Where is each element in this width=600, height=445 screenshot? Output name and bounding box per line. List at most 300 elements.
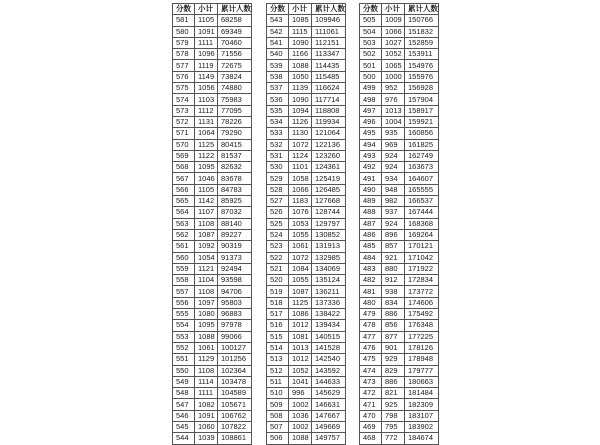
table-row [173,229,252,240]
cell-cumulative: 68258 [218,15,252,26]
cell-subtotal: 896 [382,229,405,240]
cell-subtotal: 982 [382,196,405,207]
cell-subtotal: 1183 [289,196,312,207]
cell-cumulative: 184674 [405,433,439,444]
cell-score: 571 [173,128,195,139]
table-header-row [360,4,439,15]
cell-subtotal: 1050 [289,71,312,82]
cell-cumulative: 71556 [218,49,252,60]
cell-score: 513 [267,354,289,365]
cell-subtotal: 1104 [195,275,218,286]
cell-subtotal: 1053 [289,218,312,229]
table-row [360,342,439,353]
cell-subtotal: 886 [382,309,405,320]
cell-cumulative: 170121 [405,241,439,252]
cell-subtotal: 1085 [289,15,312,26]
cell-subtotal: 1139 [289,83,312,94]
cell-subtotal: 969 [382,139,405,150]
cell-subtotal: 1090 [289,37,312,48]
table-row [173,49,252,60]
cell-score: 560 [173,252,195,263]
cell-score: 479 [360,309,382,320]
cell-subtotal: 1108 [195,286,218,297]
cell-cumulative: 168368 [405,218,439,229]
cell-cumulative: 143592 [312,365,346,376]
cell-cumulative: 176348 [405,320,439,331]
header-subtotal: 小计 [382,4,405,15]
cell-score: 470 [360,410,382,421]
cell-score: 532 [267,139,289,150]
cell-subtotal: 1108 [195,218,218,229]
cell-subtotal: 1013 [382,105,405,116]
table-row [267,342,346,353]
table-row [173,388,252,399]
cell-score: 494 [360,139,382,150]
cell-score: 510 [267,388,289,399]
cell-score: 498 [360,94,382,105]
cell-score: 578 [173,49,195,60]
cell-score: 500 [360,71,382,82]
cell-score: 544 [173,433,195,444]
cell-cumulative: 122136 [312,139,346,150]
cell-subtotal: 996 [289,388,312,399]
cell-subtotal: 1056 [195,83,218,94]
cell-subtotal: 1046 [195,173,218,184]
cell-subtotal: 829 [382,365,405,376]
cell-subtotal: 1095 [195,162,218,173]
table-row [173,354,252,365]
cell-subtotal: 1055 [289,229,312,240]
cell-cumulative: 92494 [218,263,252,274]
table-row [173,94,252,105]
cell-subtotal: 795 [382,421,405,432]
cell-score: 534 [267,116,289,127]
table-row [360,139,439,150]
cell-score: 545 [173,421,195,432]
table-row [360,331,439,342]
cell-subtotal: 834 [382,297,405,308]
cell-subtotal: 924 [382,150,405,161]
table-row [267,207,346,218]
cell-cumulative: 88140 [218,218,252,229]
table-row [173,105,252,116]
cell-subtotal: 821 [382,388,405,399]
cell-score: 531 [267,150,289,161]
cell-subtotal: 1002 [289,399,312,410]
cell-cumulative: 107822 [218,421,252,432]
cell-score: 565 [173,196,195,207]
cell-cumulative: 171042 [405,252,439,263]
table-row [267,388,346,399]
cell-cumulative: 101256 [218,354,252,365]
cell-cumulative: 138422 [312,309,346,320]
cell-cumulative: 145629 [312,388,346,399]
cell-score: 552 [173,342,195,353]
cell-score: 577 [173,60,195,71]
table-row [360,241,439,252]
cell-score: 502 [360,49,382,60]
header-subtotal: 小计 [195,4,218,15]
cell-score: 491 [360,173,382,184]
cell-score: 551 [173,354,195,365]
table-row [267,173,346,184]
table-row [267,365,346,376]
table-row [360,218,439,229]
cell-cumulative: 111061 [312,26,346,37]
table-row [267,105,346,116]
cell-cumulative: 103478 [218,376,252,387]
cell-cumulative: 157904 [405,94,439,105]
cell-subtotal: 1092 [195,241,218,252]
table-row [360,162,439,173]
cell-subtotal: 880 [382,263,405,274]
cell-score: 539 [267,60,289,71]
table-row [267,37,346,48]
cell-score: 517 [267,309,289,320]
table-row [173,365,252,376]
table-row [360,365,439,376]
cell-cumulative: 130852 [312,229,346,240]
table-row [173,309,252,320]
cell-subtotal: 1080 [195,309,218,320]
cell-cumulative: 169264 [405,229,439,240]
cell-cumulative: 106762 [218,410,252,421]
table-row [360,105,439,116]
table-row [360,94,439,105]
cell-cumulative: 156928 [405,83,439,94]
cell-cumulative: 74880 [218,83,252,94]
cell-subtotal: 1072 [289,139,312,150]
cell-score: 507 [267,421,289,432]
cell-score: 528 [267,184,289,195]
cell-subtotal: 857 [382,241,405,252]
cell-score: 549 [173,376,195,387]
cell-subtotal: 1052 [382,49,405,60]
cell-score: 538 [267,71,289,82]
cell-score: 567 [173,173,195,184]
cell-cumulative: 80415 [218,139,252,150]
cell-cumulative: 105671 [218,399,252,410]
table-row [267,297,346,308]
cell-score: 570 [173,139,195,150]
cell-score: 496 [360,116,382,127]
cell-score: 533 [267,128,289,139]
table-row [360,71,439,82]
score-table-3 [359,3,439,445]
cell-score: 526 [267,207,289,218]
cell-subtotal: 921 [382,252,405,263]
cell-score: 487 [360,218,382,229]
cell-subtotal: 1097 [195,297,218,308]
table-row [360,252,439,263]
cell-cumulative: 83678 [218,173,252,184]
cell-score: 541 [267,37,289,48]
cell-cumulative: 181484 [405,388,439,399]
table-row [267,275,346,286]
cell-cumulative: 163673 [405,162,439,173]
cell-score: 575 [173,83,195,94]
cell-score: 483 [360,263,382,274]
table-row [173,71,252,82]
cell-score: 515 [267,331,289,342]
table-row [267,354,346,365]
cell-cumulative: 126485 [312,184,346,195]
table-row [360,116,439,127]
cell-subtotal: 1107 [195,207,218,218]
cell-subtotal: 1119 [195,60,218,71]
cell-cumulative: 141528 [312,342,346,353]
table-row [360,49,439,60]
cell-cumulative: 159921 [405,116,439,127]
cell-subtotal: 1130 [289,128,312,139]
cell-score: 554 [173,320,195,331]
cell-subtotal: 1142 [195,196,218,207]
cell-subtotal: 1111 [195,388,218,399]
cell-score: 557 [173,286,195,297]
cell-score: 472 [360,388,382,399]
table-row [267,286,346,297]
cell-score: 509 [267,399,289,410]
cell-subtotal: 1060 [195,421,218,432]
cell-score: 529 [267,173,289,184]
cell-subtotal: 1041 [289,376,312,387]
table-row [173,331,252,342]
cell-cumulative: 99066 [218,331,252,342]
cell-cumulative: 162749 [405,150,439,161]
cell-subtotal: 886 [382,376,405,387]
table-row [267,128,346,139]
table-row [267,60,346,71]
table-row [360,15,439,26]
cell-subtotal: 772 [382,433,405,444]
cell-cumulative: 81537 [218,150,252,161]
table-row [360,26,439,37]
cell-subtotal: 1012 [289,320,312,331]
cell-cumulative: 125419 [312,173,346,184]
cell-cumulative: 113347 [312,49,346,60]
table-row [173,376,252,387]
cell-score: 495 [360,128,382,139]
cell-cumulative: 124361 [312,162,346,173]
cell-cumulative: 84783 [218,184,252,195]
cell-cumulative: 136211 [312,286,346,297]
cell-subtotal: 1004 [382,116,405,127]
cell-cumulative: 118808 [312,105,346,116]
cell-subtotal: 1027 [382,37,405,48]
table-row [267,263,346,274]
cell-cumulative: 69349 [218,26,252,37]
cell-subtotal: 1122 [195,150,218,161]
cell-subtotal: 1125 [195,139,218,150]
cell-cumulative: 87032 [218,207,252,218]
table-row [267,150,346,161]
cell-cumulative: 175492 [405,309,439,320]
cell-subtotal: 1012 [289,354,312,365]
cell-score: 506 [267,433,289,444]
cell-score: 535 [267,105,289,116]
cell-cumulative: 183902 [405,421,439,432]
table-row [267,376,346,387]
table-row [173,116,252,127]
cell-score: 523 [267,241,289,252]
cell-cumulative: 95803 [218,297,252,308]
cell-score: 581 [173,15,195,26]
cell-cumulative: 150766 [405,15,439,26]
cell-score: 505 [360,15,382,26]
cell-cumulative: 135124 [312,275,346,286]
cell-score: 540 [267,49,289,60]
cell-subtotal: 1087 [195,229,218,240]
table-row [267,83,346,94]
cell-subtotal: 1108 [195,365,218,376]
table-row [173,252,252,263]
table-row [360,421,439,432]
table-row [173,196,252,207]
cell-subtotal: 937 [382,207,405,218]
cell-score: 499 [360,83,382,94]
cell-cumulative: 174606 [405,297,439,308]
table-row [267,410,346,421]
cell-cumulative: 139434 [312,320,346,331]
cell-score: 480 [360,297,382,308]
cell-score: 572 [173,116,195,127]
cell-subtotal: 1058 [289,173,312,184]
cell-cumulative: 132985 [312,252,346,263]
cell-score: 579 [173,37,195,48]
table-row [267,49,346,60]
cell-subtotal: 1061 [195,342,218,353]
cell-subtotal: 1115 [289,26,312,37]
cell-subtotal: 1039 [195,433,218,444]
cell-subtotal: 901 [382,342,405,353]
cell-score: 536 [267,94,289,105]
cell-cumulative: 79290 [218,128,252,139]
cell-cumulative: 115485 [312,71,346,82]
cell-cumulative: 164607 [405,173,439,184]
table-row [173,162,252,173]
cell-cumulative: 82632 [218,162,252,173]
cell-score: 497 [360,105,382,116]
cell-cumulative: 90319 [218,241,252,252]
cell-score: 522 [267,252,289,263]
cell-subtotal: 1103 [195,94,218,105]
table-row [267,184,346,195]
header-subtotal: 小计 [289,4,312,15]
header-cumulative: 累计人数 [218,4,252,15]
table-row [360,309,439,320]
cell-score: 550 [173,365,195,376]
cell-score: 580 [173,26,195,37]
table-row [173,410,252,421]
cell-score: 501 [360,60,382,71]
cell-cumulative: 134069 [312,263,346,274]
table-row [267,229,346,240]
cell-cumulative: 128744 [312,207,346,218]
score-table-1 [172,3,252,445]
cell-subtotal: 1105 [195,15,218,26]
cell-cumulative: 109946 [312,15,346,26]
cell-cumulative: 172834 [405,275,439,286]
cell-subtotal: 1086 [289,309,312,320]
cell-cumulative: 108861 [218,433,252,444]
table-row [173,320,252,331]
cell-score: 559 [173,263,195,274]
cell-score: 486 [360,229,382,240]
table-row [173,263,252,274]
table-row [360,229,439,240]
cell-subtotal: 1000 [382,71,405,82]
table-header-row [267,4,346,15]
cell-score: 555 [173,309,195,320]
cell-cumulative: 153911 [405,49,439,60]
cell-subtotal: 912 [382,275,405,286]
cell-score: 475 [360,354,382,365]
cell-score: 490 [360,184,382,195]
cell-score: 476 [360,342,382,353]
cell-score: 569 [173,150,195,161]
cell-score: 478 [360,320,382,331]
cell-subtotal: 1131 [195,116,218,127]
cell-subtotal: 1166 [289,49,312,60]
table-row [267,139,346,150]
cell-score: 493 [360,150,382,161]
cell-cumulative: 85925 [218,196,252,207]
cell-cumulative: 178126 [405,342,439,353]
cell-subtotal: 1061 [289,241,312,252]
table-row [173,297,252,308]
cell-subtotal: 924 [382,162,405,173]
table-row [360,297,439,308]
cell-score: 504 [360,26,382,37]
cell-cumulative: 155976 [405,71,439,82]
table-row [360,60,439,71]
cell-subtotal: 934 [382,173,405,184]
cell-cumulative: 151832 [405,26,439,37]
cell-score: 537 [267,83,289,94]
cell-cumulative: 144633 [312,376,346,387]
cell-subtotal: 1064 [195,128,218,139]
cell-score: 542 [267,26,289,37]
header-cumulative: 累计人数 [312,4,346,15]
table-row [360,376,439,387]
cell-subtotal: 1088 [289,60,312,71]
cell-subtotal: 1084 [289,263,312,274]
table-header-row [173,4,252,15]
cell-subtotal: 1091 [195,26,218,37]
cell-subtotal: 1112 [195,105,218,116]
cell-cumulative: 91373 [218,252,252,263]
cell-score: 516 [267,320,289,331]
cell-cumulative: 182309 [405,399,439,410]
cell-subtotal: 1096 [195,49,218,60]
cell-subtotal: 1149 [195,71,218,82]
table-row [173,275,252,286]
cell-score: 576 [173,71,195,82]
table-row [360,433,439,444]
cell-subtotal: 798 [382,410,405,421]
cell-subtotal: 1087 [289,286,312,297]
cell-score: 484 [360,252,382,263]
cell-cumulative: 178948 [405,354,439,365]
cell-cumulative: 75983 [218,94,252,105]
cell-score: 473 [360,376,382,387]
cell-cumulative: 102364 [218,365,252,376]
cell-score: 474 [360,365,382,376]
cell-subtotal: 1121 [195,263,218,274]
cell-score: 574 [173,94,195,105]
cell-cumulative: 177225 [405,331,439,342]
cell-score: 562 [173,229,195,240]
